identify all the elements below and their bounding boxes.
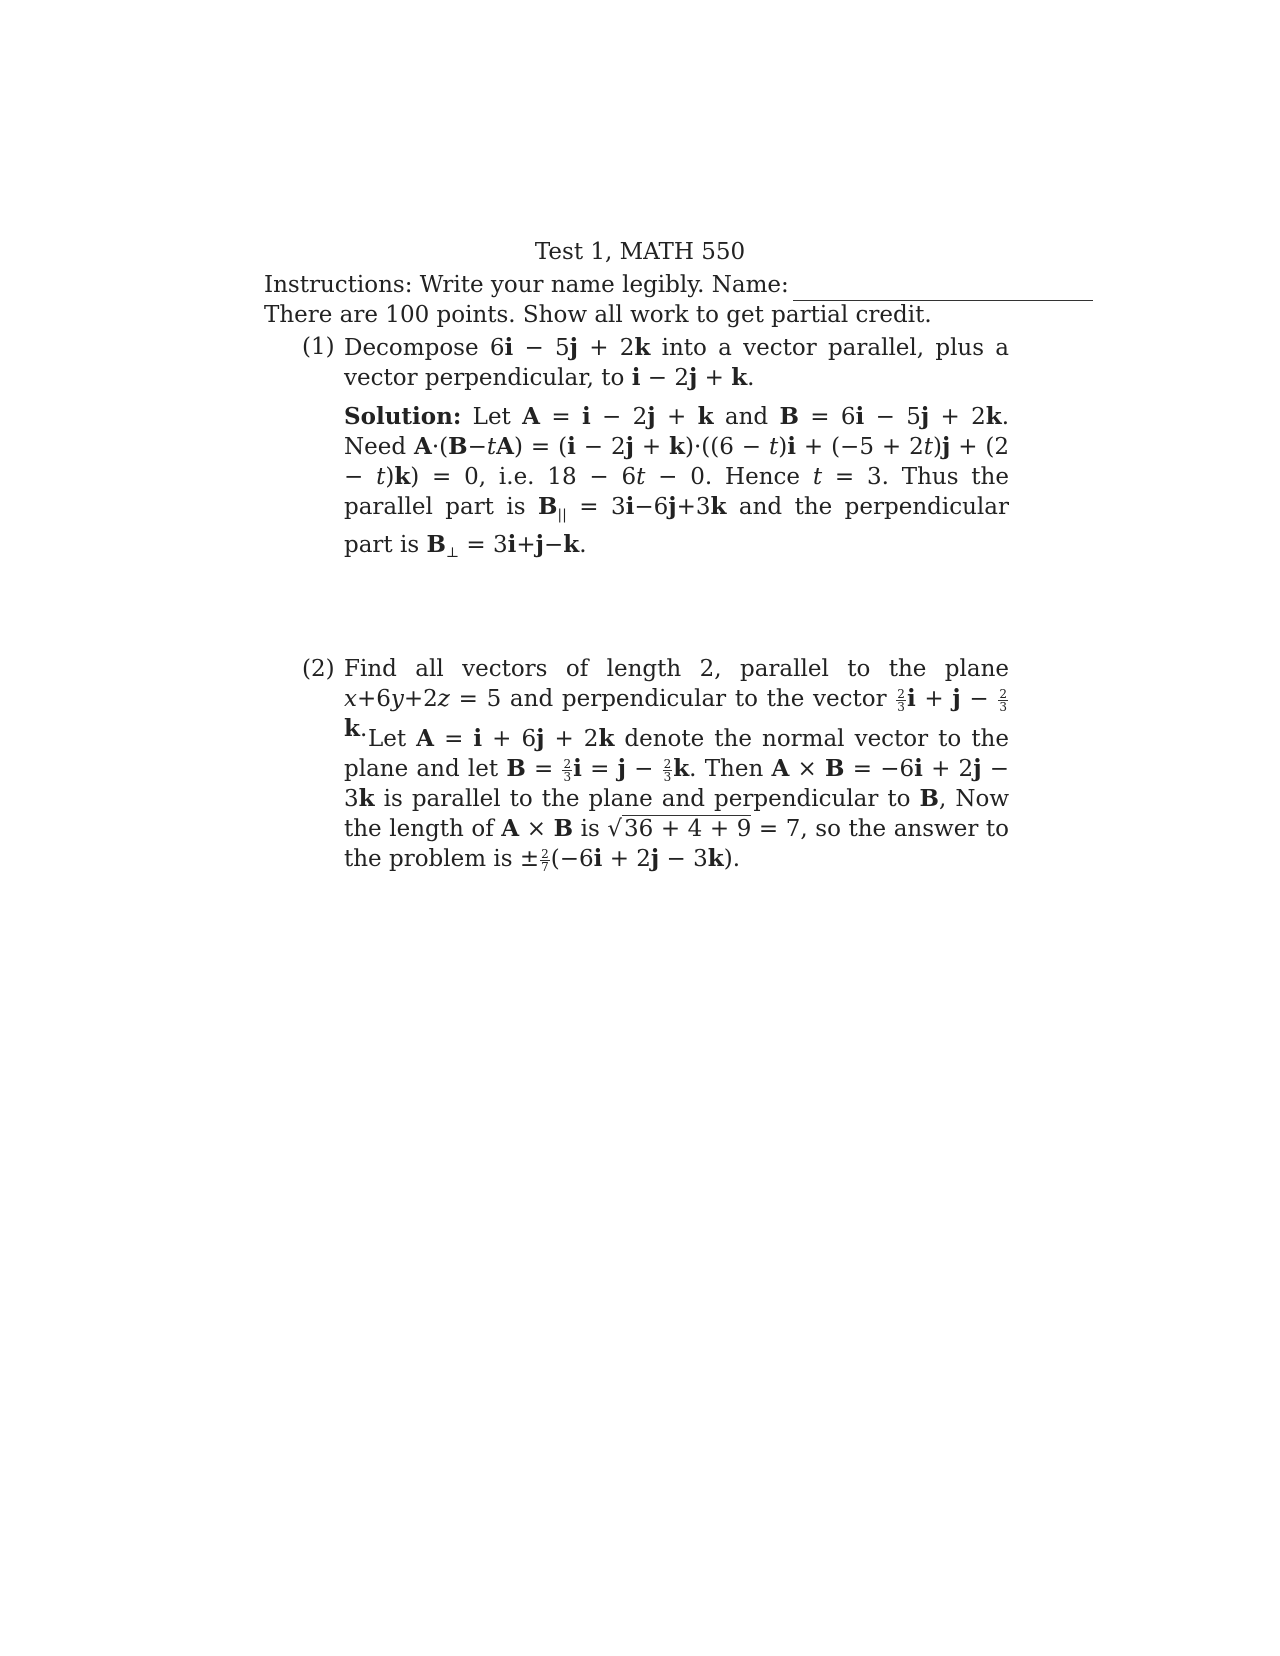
problem-1-number: (1) (302, 334, 335, 360)
instructions-line (264, 271, 1093, 301)
problem-2-solution: Let A = i + 6j + 2k denote the normal vector to the plane and let B = $\frac{2}{3}$ i = j − $\frac{2}{3}$ k. Then A × B = −6i + 2j − 3k is parallel to the plane and perpendicular to B, Now the length of A × B is √36 + 4 + 9 = 7, so the answer to the problem is ± $\frac{2}{7}$ (−6i + 2j − 3k). (344, 725, 1010, 874)
problem-1-solution: Solution: Let A = i − 2j + k and B = 6i − 5j + 2k. Need A·(B−tA) = (i − 2j + k)·((6 − t)i + (−5 + 2t)j + (2 − t)k) = 0, i.e. 18 − 6t − 0. Hence t = 3. Thus the parallel part is $B_{||} = 3i-6j+3k$ and the perpendicular part is $B_\perp = 3i+j-k$. (344, 403, 1010, 561)
page-title: Test 1, MATH 550 (534, 239, 746, 265)
problem-2-number: (2) (302, 656, 335, 682)
problem-2-statement: Find all vectors of length 2, parallel to the plane x+6y+2z = 5 and perpendicular to the vector $\frac{2}{3}$ i + j − $\frac{2}{3}$ k. (344, 656, 1009, 742)
instructions-text: Instructions: Write your name legibly. Name: (264, 272, 789, 298)
points-line: There are 100 points. Show all work to get partial credit. (264, 302, 932, 328)
name-blank (793, 271, 1093, 301)
problem-1-statement: Decompose 6i − 5j + 2k into a vector parallel, plus a vector perpendicular, to i − 2j + k. (344, 334, 1010, 391)
solution-label: Solution: (344, 403, 462, 430)
problem-1 (302, 333, 1009, 393)
